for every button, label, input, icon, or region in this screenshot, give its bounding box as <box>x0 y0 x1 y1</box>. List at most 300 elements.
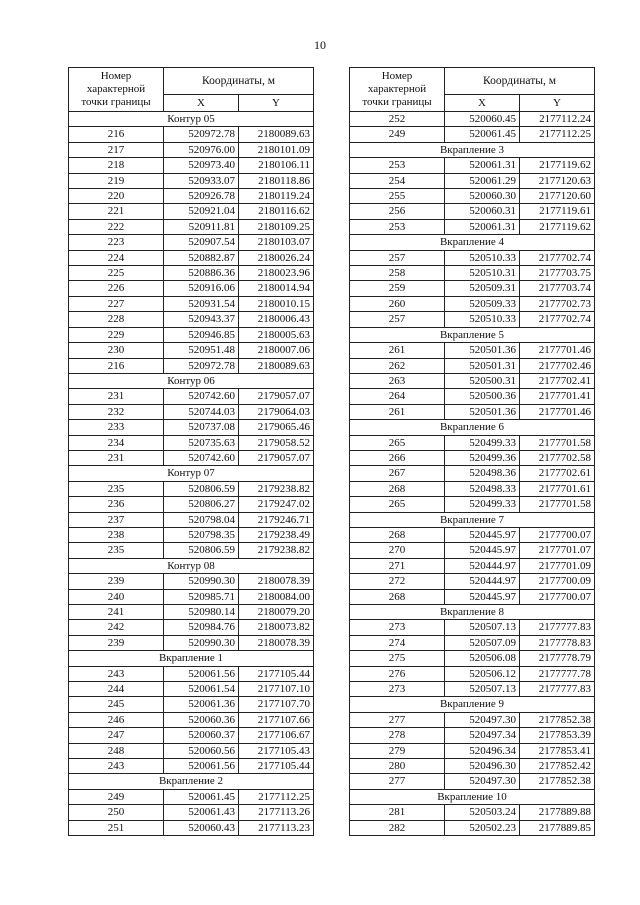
header-y: Y <box>239 95 314 112</box>
table-row <box>350 189 595 204</box>
x-coordinate-cell: 520060.43 <box>164 820 239 835</box>
table-row <box>69 820 314 835</box>
x-coordinate-cell: 520943.37 <box>164 312 239 327</box>
x-coordinate-cell: 520061.43 <box>164 805 239 820</box>
x-coordinate-cell: 520499.33 <box>445 497 520 512</box>
table-row <box>69 189 314 204</box>
y-coordinate-cell: 2177702.74 <box>520 250 595 265</box>
table-row <box>350 527 595 542</box>
y-coordinate-cell: 2177700.09 <box>520 574 595 589</box>
section-label: Контур 07 <box>69 466 314 481</box>
point-number-cell: 235 <box>69 543 164 558</box>
point-number-cell: 279 <box>350 743 445 758</box>
y-coordinate-cell: 2177105.44 <box>239 666 314 681</box>
x-coordinate-cell: 520980.14 <box>164 605 239 620</box>
table-row <box>69 404 314 419</box>
x-coordinate-cell: 520497.30 <box>445 774 520 789</box>
x-coordinate-cell: 520445.97 <box>445 527 520 542</box>
section-row <box>69 112 314 127</box>
point-number-cell: 273 <box>350 620 445 635</box>
y-coordinate-cell: 2177119.62 <box>520 158 595 173</box>
x-coordinate-cell: 520806.27 <box>164 497 239 512</box>
y-coordinate-cell: 2177112.25 <box>520 127 595 142</box>
point-number-cell: 263 <box>350 373 445 388</box>
point-number-cell: 239 <box>69 635 164 650</box>
y-coordinate-cell: 2177777.78 <box>520 666 595 681</box>
y-coordinate-cell: 2180116.62 <box>239 204 314 219</box>
header-point-line: характерной <box>367 83 427 95</box>
x-coordinate-cell: 520499.33 <box>445 435 520 450</box>
x-coordinate-cell: 520061.56 <box>164 666 239 681</box>
y-coordinate-cell: 2177778.79 <box>520 651 595 666</box>
y-coordinate-cell: 2180005.63 <box>239 327 314 342</box>
point-number-cell: 266 <box>350 450 445 465</box>
table-row <box>350 620 595 635</box>
y-coordinate-cell: 2177700.07 <box>520 589 595 604</box>
header-point-line: Номер <box>381 70 413 82</box>
section-label: Вкрапление 1 <box>69 651 314 666</box>
x-coordinate-cell: 520907.54 <box>164 235 239 250</box>
point-number-cell: 253 <box>350 219 445 234</box>
table-row <box>69 389 314 404</box>
header-point-line: точки границы <box>81 96 151 108</box>
table-row <box>69 435 314 450</box>
point-number-cell: 232 <box>69 404 164 419</box>
point-number-cell: 273 <box>350 682 445 697</box>
section-row <box>350 420 595 435</box>
section-row <box>350 789 595 804</box>
table-row <box>69 420 314 435</box>
table-row <box>69 743 314 758</box>
table-row <box>350 666 595 681</box>
y-coordinate-cell: 2177852.38 <box>520 774 595 789</box>
table-row <box>350 389 595 404</box>
point-number-cell: 223 <box>69 235 164 250</box>
y-coordinate-cell: 2177701.07 <box>520 543 595 558</box>
table-row <box>350 497 595 512</box>
section-row <box>69 774 314 789</box>
point-number-cell: 282 <box>350 820 445 835</box>
point-number-cell: 274 <box>350 635 445 650</box>
x-coordinate-cell: 520501.36 <box>445 404 520 419</box>
y-coordinate-cell: 2177113.23 <box>239 820 314 835</box>
table-body-right <box>350 112 595 836</box>
table-row <box>69 450 314 465</box>
table-row <box>350 281 595 296</box>
section-row <box>350 235 595 250</box>
point-number-cell: 220 <box>69 189 164 204</box>
point-number-cell: 253 <box>350 158 445 173</box>
point-number-cell: 277 <box>350 712 445 727</box>
point-number-cell: 262 <box>350 358 445 373</box>
y-coordinate-cell: 2177120.63 <box>520 173 595 188</box>
x-coordinate-cell: 520886.36 <box>164 266 239 281</box>
y-coordinate-cell: 2180010.15 <box>239 296 314 311</box>
table-row <box>69 481 314 496</box>
y-coordinate-cell: 2177702.74 <box>520 312 595 327</box>
table-row <box>69 250 314 265</box>
table-row <box>69 789 314 804</box>
coordinates-table-right <box>349 67 595 836</box>
section-row <box>350 142 595 157</box>
table-row <box>69 805 314 820</box>
y-coordinate-cell: 2179064.03 <box>239 404 314 419</box>
point-number-cell: 228 <box>69 312 164 327</box>
header-coordinates: Координаты, м <box>164 68 314 95</box>
x-coordinate-cell: 520060.30 <box>445 189 520 204</box>
point-number-cell: 247 <box>69 728 164 743</box>
x-coordinate-cell: 520946.85 <box>164 327 239 342</box>
point-number-cell: 230 <box>69 343 164 358</box>
table-row <box>69 512 314 527</box>
section-label: Вкрапление 7 <box>350 512 595 527</box>
x-coordinate-cell: 520507.13 <box>445 682 520 697</box>
point-number-cell: 229 <box>69 327 164 342</box>
section-row <box>350 605 595 620</box>
y-coordinate-cell: 2177107.70 <box>239 697 314 712</box>
y-coordinate-cell: 2177119.62 <box>520 219 595 234</box>
point-number-cell: 258 <box>350 266 445 281</box>
table-row <box>350 805 595 820</box>
y-coordinate-cell: 2177112.25 <box>239 789 314 804</box>
x-coordinate-cell: 520507.13 <box>445 620 520 635</box>
point-number-cell: 242 <box>69 620 164 635</box>
table-row <box>350 343 595 358</box>
x-coordinate-cell: 520503.24 <box>445 805 520 820</box>
table-row <box>350 312 595 327</box>
x-coordinate-cell: 520916.06 <box>164 281 239 296</box>
point-number-cell: 268 <box>350 527 445 542</box>
point-number-cell: 235 <box>69 481 164 496</box>
table-row <box>350 651 595 666</box>
section-label: Вкрапление 10 <box>350 789 595 804</box>
section-row <box>350 697 595 712</box>
x-coordinate-cell: 520921.04 <box>164 204 239 219</box>
x-coordinate-cell: 520976.00 <box>164 142 239 157</box>
y-coordinate-cell: 2177703.74 <box>520 281 595 296</box>
table-row <box>69 158 314 173</box>
point-number-cell: 256 <box>350 204 445 219</box>
point-number-cell: 265 <box>350 435 445 450</box>
y-coordinate-cell: 2177113.26 <box>239 805 314 820</box>
point-number-cell: 234 <box>69 435 164 450</box>
table-row <box>350 127 595 142</box>
y-coordinate-cell: 2180119.24 <box>239 189 314 204</box>
point-number-cell: 281 <box>350 805 445 820</box>
header-point-number <box>350 68 445 112</box>
table-row <box>350 173 595 188</box>
y-coordinate-cell: 2177701.61 <box>520 481 595 496</box>
y-coordinate-cell: 2177701.46 <box>520 343 595 358</box>
y-coordinate-cell: 2177889.88 <box>520 805 595 820</box>
table-row <box>350 589 595 604</box>
table-row <box>69 682 314 697</box>
y-coordinate-cell: 2177701.41 <box>520 389 595 404</box>
y-coordinate-cell: 2180026.24 <box>239 250 314 265</box>
y-coordinate-cell: 2177702.46 <box>520 358 595 373</box>
y-coordinate-cell: 2180084.00 <box>239 589 314 604</box>
section-label: Вкрапление 6 <box>350 420 595 435</box>
y-coordinate-cell: 2177107.66 <box>239 712 314 727</box>
x-coordinate-cell: 520060.37 <box>164 728 239 743</box>
header-coordinates: Координаты, м <box>445 68 595 95</box>
point-number-cell: 277 <box>350 774 445 789</box>
table-row <box>69 620 314 635</box>
x-coordinate-cell: 520502.23 <box>445 820 520 835</box>
header-x: X <box>445 95 520 112</box>
x-coordinate-cell: 520985.71 <box>164 589 239 604</box>
table-row <box>69 343 314 358</box>
section-row <box>69 466 314 481</box>
x-coordinate-cell: 520926.78 <box>164 189 239 204</box>
y-coordinate-cell: 2177120.60 <box>520 189 595 204</box>
header-point-line: Номер <box>100 70 132 82</box>
x-coordinate-cell: 520510.33 <box>445 250 520 265</box>
x-coordinate-cell: 520061.29 <box>445 173 520 188</box>
y-coordinate-cell: 2180073.82 <box>239 620 314 635</box>
y-coordinate-cell: 2177777.83 <box>520 620 595 635</box>
section-row <box>350 327 595 342</box>
y-coordinate-cell: 2180106.11 <box>239 158 314 173</box>
y-coordinate-cell: 2177700.07 <box>520 527 595 542</box>
y-coordinate-cell: 2177702.73 <box>520 296 595 311</box>
table-row <box>69 281 314 296</box>
section-label: Контур 08 <box>69 558 314 573</box>
table-row <box>350 158 595 173</box>
y-coordinate-cell: 2177778.83 <box>520 635 595 650</box>
x-coordinate-cell: 520806.59 <box>164 543 239 558</box>
x-coordinate-cell: 520061.56 <box>164 759 239 774</box>
y-coordinate-cell: 2180118.86 <box>239 173 314 188</box>
x-coordinate-cell: 520061.36 <box>164 697 239 712</box>
x-coordinate-cell: 520911.81 <box>164 219 239 234</box>
x-coordinate-cell: 520735.63 <box>164 435 239 450</box>
point-number-cell: 280 <box>350 759 445 774</box>
section-label: Вкрапление 3 <box>350 142 595 157</box>
section-row <box>69 651 314 666</box>
y-coordinate-cell: 2177853.39 <box>520 728 595 743</box>
header-point-line: точки границы <box>362 96 432 108</box>
x-coordinate-cell: 520882.87 <box>164 250 239 265</box>
point-number-cell: 261 <box>350 343 445 358</box>
section-label: Вкрапление 2 <box>69 774 314 789</box>
x-coordinate-cell: 520990.30 <box>164 635 239 650</box>
table-row <box>350 296 595 311</box>
x-coordinate-cell: 520973.40 <box>164 158 239 173</box>
section-row <box>69 558 314 573</box>
y-coordinate-cell: 2180023.96 <box>239 266 314 281</box>
point-number-cell: 275 <box>350 651 445 666</box>
table-row <box>69 497 314 512</box>
x-coordinate-cell: 520497.30 <box>445 712 520 727</box>
table-row <box>350 682 595 697</box>
y-coordinate-cell: 2179238.82 <box>239 543 314 558</box>
header-point-line: характерной <box>86 83 146 95</box>
y-coordinate-cell: 2177702.41 <box>520 373 595 388</box>
point-number-cell: 237 <box>69 512 164 527</box>
point-number-cell: 268 <box>350 589 445 604</box>
coordinates-table-left <box>68 67 314 836</box>
x-coordinate-cell: 520060.56 <box>164 743 239 758</box>
table-row <box>350 558 595 573</box>
x-coordinate-cell: 520506.08 <box>445 651 520 666</box>
y-coordinate-cell: 2180089.63 <box>239 358 314 373</box>
point-number-cell: 249 <box>69 789 164 804</box>
y-coordinate-cell: 2177105.44 <box>239 759 314 774</box>
point-number-cell: 268 <box>350 481 445 496</box>
point-number-cell: 278 <box>350 728 445 743</box>
x-coordinate-cell: 520951.48 <box>164 343 239 358</box>
y-coordinate-cell: 2180014.94 <box>239 281 314 296</box>
table-row <box>69 527 314 542</box>
section-row <box>350 512 595 527</box>
section-label: Вкрапление 5 <box>350 327 595 342</box>
y-coordinate-cell: 2177119.61 <box>520 204 595 219</box>
table-row <box>350 574 595 589</box>
y-coordinate-cell: 2180103.07 <box>239 235 314 250</box>
y-coordinate-cell: 2179057.07 <box>239 389 314 404</box>
table-body-left <box>69 112 314 836</box>
table-row <box>69 605 314 620</box>
point-number-cell: 257 <box>350 312 445 327</box>
x-coordinate-cell: 520060.36 <box>164 712 239 727</box>
point-number-cell: 244 <box>69 682 164 697</box>
x-coordinate-cell: 520507.09 <box>445 635 520 650</box>
x-coordinate-cell: 520972.78 <box>164 358 239 373</box>
table-row <box>350 481 595 496</box>
x-coordinate-cell: 520444.97 <box>445 574 520 589</box>
y-coordinate-cell: 2177853.41 <box>520 743 595 758</box>
x-coordinate-cell: 520984.76 <box>164 620 239 635</box>
x-coordinate-cell: 520501.31 <box>445 358 520 373</box>
point-number-cell: 217 <box>69 142 164 157</box>
point-number-cell: 231 <box>69 389 164 404</box>
y-coordinate-cell: 2177889.85 <box>520 820 595 835</box>
point-number-cell: 248 <box>69 743 164 758</box>
table-row <box>69 712 314 727</box>
table-row <box>69 219 314 234</box>
table-row <box>350 450 595 465</box>
section-label: Контур 06 <box>69 373 314 388</box>
point-number-cell: 254 <box>350 173 445 188</box>
point-number-cell: 224 <box>69 250 164 265</box>
table-row <box>69 142 314 157</box>
table-row <box>69 312 314 327</box>
table-row <box>350 435 595 450</box>
y-coordinate-cell: 2177703.75 <box>520 266 595 281</box>
point-number-cell: 272 <box>350 574 445 589</box>
x-coordinate-cell: 520506.12 <box>445 666 520 681</box>
point-number-cell: 233 <box>69 420 164 435</box>
page-number: 10 <box>314 38 326 52</box>
point-number-cell: 216 <box>69 358 164 373</box>
y-coordinate-cell: 2177107.10 <box>239 682 314 697</box>
table-row <box>350 404 595 419</box>
point-number-cell: 222 <box>69 219 164 234</box>
section-label: Вкрапление 8 <box>350 605 595 620</box>
point-number-cell: 239 <box>69 574 164 589</box>
x-coordinate-cell: 520498.33 <box>445 481 520 496</box>
x-coordinate-cell: 520061.54 <box>164 682 239 697</box>
x-coordinate-cell: 520061.31 <box>445 158 520 173</box>
table-row <box>350 250 595 265</box>
point-number-cell: 225 <box>69 266 164 281</box>
table-row <box>69 728 314 743</box>
table-row <box>350 728 595 743</box>
point-number-cell: 243 <box>69 666 164 681</box>
table-row <box>69 358 314 373</box>
table-row <box>350 774 595 789</box>
x-coordinate-cell: 520061.45 <box>445 127 520 142</box>
x-coordinate-cell: 520744.03 <box>164 404 239 419</box>
point-number-cell: 265 <box>350 497 445 512</box>
table-row <box>69 666 314 681</box>
y-coordinate-cell: 2179247.02 <box>239 497 314 512</box>
table-row <box>350 635 595 650</box>
x-coordinate-cell: 520798.35 <box>164 527 239 542</box>
point-number-cell: 236 <box>69 497 164 512</box>
point-number-cell: 249 <box>350 127 445 142</box>
x-coordinate-cell: 520497.34 <box>445 728 520 743</box>
y-coordinate-cell: 2179246.71 <box>239 512 314 527</box>
table-row <box>350 204 595 219</box>
point-number-cell: 270 <box>350 543 445 558</box>
y-coordinate-cell: 2180089.63 <box>239 127 314 142</box>
y-coordinate-cell: 2180078.39 <box>239 635 314 650</box>
table-row <box>350 219 595 234</box>
section-label: Вкрапление 9 <box>350 697 595 712</box>
y-coordinate-cell: 2180109.25 <box>239 219 314 234</box>
x-coordinate-cell: 520445.97 <box>445 589 520 604</box>
table-row <box>69 759 314 774</box>
y-coordinate-cell: 2177702.61 <box>520 466 595 481</box>
table-row <box>350 112 595 127</box>
x-coordinate-cell: 520501.36 <box>445 343 520 358</box>
point-number-cell: 246 <box>69 712 164 727</box>
x-coordinate-cell: 520061.31 <box>445 219 520 234</box>
table-row <box>350 759 595 774</box>
y-coordinate-cell: 2179238.49 <box>239 527 314 542</box>
y-coordinate-cell: 2177852.42 <box>520 759 595 774</box>
x-coordinate-cell: 520496.34 <box>445 743 520 758</box>
x-coordinate-cell: 520742.60 <box>164 389 239 404</box>
point-number-cell: 260 <box>350 296 445 311</box>
x-coordinate-cell: 520496.30 <box>445 759 520 774</box>
point-number-cell: 257 <box>350 250 445 265</box>
x-coordinate-cell: 520798.04 <box>164 512 239 527</box>
x-coordinate-cell: 520061.45 <box>164 789 239 804</box>
x-coordinate-cell: 520510.33 <box>445 312 520 327</box>
table-row <box>350 266 595 281</box>
point-number-cell: 245 <box>69 697 164 712</box>
x-coordinate-cell: 520499.36 <box>445 450 520 465</box>
y-coordinate-cell: 2177702.58 <box>520 450 595 465</box>
table-row <box>69 589 314 604</box>
point-number-cell: 250 <box>69 805 164 820</box>
table-row <box>350 820 595 835</box>
table-row <box>350 743 595 758</box>
point-number-cell: 226 <box>69 281 164 296</box>
point-number-cell: 251 <box>69 820 164 835</box>
y-coordinate-cell: 2177852.38 <box>520 712 595 727</box>
point-number-cell: 261 <box>350 404 445 419</box>
y-coordinate-cell: 2180006.43 <box>239 312 314 327</box>
y-coordinate-cell: 2180078.39 <box>239 574 314 589</box>
point-number-cell: 276 <box>350 666 445 681</box>
x-coordinate-cell: 520742.60 <box>164 450 239 465</box>
x-coordinate-cell: 520500.31 <box>445 373 520 388</box>
point-number-cell: 231 <box>69 450 164 465</box>
